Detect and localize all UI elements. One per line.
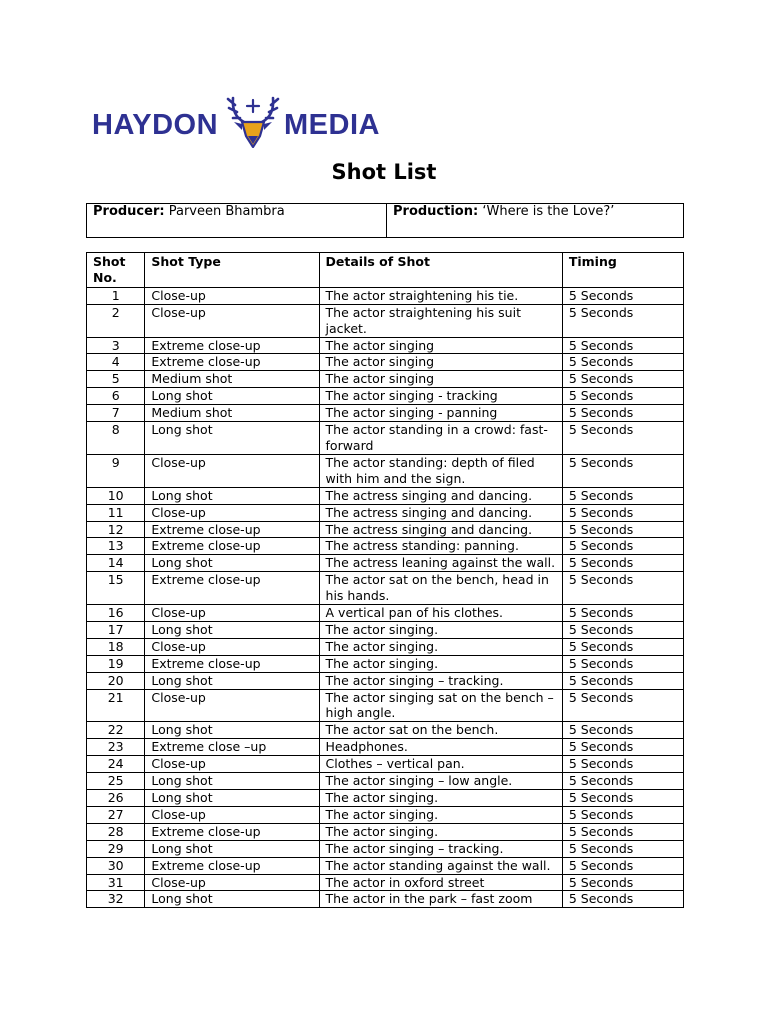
shot-details-cell: The actor singing. [319,806,562,823]
production-info-table [86,203,684,238]
shot-details-cell: The actor singing [319,354,562,371]
table-header-row [87,253,684,288]
shot-details-cell: The actor singing. [319,621,562,638]
shot-number-cell: 1 [87,287,145,304]
table-row [87,655,684,672]
shot-timing-cell: 5 Seconds [562,739,683,756]
shot-details-cell: Headphones. [319,739,562,756]
shot-number-cell: 31 [87,874,145,891]
shot-number-cell: 8 [87,422,145,455]
shot-details-cell: The actor singing. [319,790,562,807]
shot-timing-cell: 5 Seconds [562,371,683,388]
shot-type-cell: Extreme close-up [145,572,319,605]
shot-details-cell: The actor singing – tracking. [319,672,562,689]
table-row [87,405,684,422]
shot-number-cell: 24 [87,756,145,773]
shot-timing-cell: 5 Seconds [562,572,683,605]
shot-number-cell: 18 [87,638,145,655]
table-row [87,538,684,555]
page-title: Shot List [331,160,437,184]
table-row [87,504,684,521]
shot-number-cell: 32 [87,891,145,908]
shot-timing-cell: 5 Seconds [562,388,683,405]
shot-type-cell: Long shot [145,621,319,638]
shot-number-cell: 12 [87,521,145,538]
shot-timing-cell: 5 Seconds [562,874,683,891]
shot-number-cell: 29 [87,840,145,857]
shot-details-cell: The actor standing: depth of filed with him and the sign. [319,454,562,487]
shot-timing-cell: 5 Seconds [562,304,683,337]
shot-timing-cell: 5 Seconds [562,689,683,722]
shot-type-cell: Extreme close-up [145,337,319,354]
shot-timing-cell: 5 Seconds [562,773,683,790]
shot-timing-cell: 5 Seconds [562,521,683,538]
shot-number-cell: 19 [87,655,145,672]
shot-number-cell: 25 [87,773,145,790]
shot-number-cell: 27 [87,806,145,823]
shot-details-cell: The actress singing and dancing. [319,487,562,504]
shot-number-cell: 3 [87,337,145,354]
table-row [87,621,684,638]
shot-type-cell: Long shot [145,555,319,572]
table-row [87,840,684,857]
shot-type-cell: Close-up [145,689,319,722]
stag-head-icon [224,92,282,148]
shot-timing-cell: 5 Seconds [562,354,683,371]
table-row [87,739,684,756]
shot-type-cell: Long shot [145,388,319,405]
shot-type-cell: Long shot [145,672,319,689]
production-value: ‘Where is the Love?’ [482,204,615,219]
shot-type-cell: Close-up [145,874,319,891]
logo [92,92,380,148]
shot-details-cell: The actor standing against the wall. [319,857,562,874]
table-row [87,891,684,908]
shot-timing-cell: 5 Seconds [562,638,683,655]
production-cell [387,204,684,238]
shot-timing-cell: 5 Seconds [562,555,683,572]
shot-list-table [86,252,684,908]
shot-details-cell: The actor singing sat on the bench – high angle. [319,689,562,722]
shot-number-cell: 14 [87,555,145,572]
shot-details-cell: The actor singing – tracking. [319,840,562,857]
production-label: Production: [393,204,479,219]
shot-timing-cell: 5 Seconds [562,672,683,689]
shot-timing-cell: 5 Seconds [562,405,683,422]
shot-type-cell: Extreme close-up [145,823,319,840]
shot-details-cell: The actor singing [319,371,562,388]
shot-details-cell: The actress standing: panning. [319,538,562,555]
table-row [87,304,684,337]
shot-details-cell: The actor straightening his tie. [319,287,562,304]
shot-details-cell: The actor sat on the bench, head in his hands. [319,572,562,605]
table-row [87,521,684,538]
table-row [87,790,684,807]
shot-details-cell: The actor singing – low angle. [319,773,562,790]
shot-type-cell: Close-up [145,806,319,823]
table-row [87,555,684,572]
shot-details-cell: The actor singing. [319,823,562,840]
table-row [87,337,684,354]
shot-type-cell: Close-up [145,605,319,622]
logo-word-haydon: HAYDON [92,108,219,141]
shot-type-cell: Extreme close-up [145,655,319,672]
shot-type-cell: Close-up [145,287,319,304]
shot-type-cell: Close-up [145,756,319,773]
shot-number-cell: 28 [87,823,145,840]
shot-details-cell: The actress leaning against the wall. [319,555,562,572]
producer-value: Parveen Bhambra [168,204,285,219]
logo-word-media: MEDIA [284,108,380,141]
shot-number-cell: 7 [87,405,145,422]
shot-details-cell: The actor in oxford street [319,874,562,891]
shot-timing-cell: 5 Seconds [562,605,683,622]
header-details: Details of Shot [319,253,562,288]
table-row [87,287,684,304]
shot-details-cell: The actor singing. [319,655,562,672]
shot-type-cell: Extreme close-up [145,521,319,538]
shot-timing-cell: 5 Seconds [562,840,683,857]
table-row [87,422,684,455]
table-row [87,454,684,487]
shot-number-cell: 11 [87,504,145,521]
shot-timing-cell: 5 Seconds [562,790,683,807]
shot-details-cell: The actor sat on the bench. [319,722,562,739]
shot-type-cell: Long shot [145,487,319,504]
shot-timing-cell: 5 Seconds [562,287,683,304]
shot-number-cell: 30 [87,857,145,874]
header-shot-type: Shot Type [145,253,319,288]
shot-timing-cell: 5 Seconds [562,538,683,555]
shot-details-cell: Clothes – vertical pan. [319,756,562,773]
shot-list-body [87,253,684,908]
shot-type-cell: Extreme close-up [145,538,319,555]
shot-number-cell: 26 [87,790,145,807]
shot-type-cell: Close-up [145,504,319,521]
shot-number-cell: 22 [87,722,145,739]
table-row [87,689,684,722]
shot-details-cell: The actor singing [319,337,562,354]
shot-timing-cell: 5 Seconds [562,422,683,455]
shot-type-cell: Extreme close-up [145,354,319,371]
shot-type-cell: Medium shot [145,371,319,388]
shot-type-cell: Extreme close –up [145,739,319,756]
table-row [87,572,684,605]
table-row [87,806,684,823]
shot-type-cell: Long shot [145,790,319,807]
shot-timing-cell: 5 Seconds [562,487,683,504]
shot-type-cell: Extreme close-up [145,857,319,874]
shot-timing-cell: 5 Seconds [562,504,683,521]
shot-type-cell: Close-up [145,304,319,337]
shot-number-cell: 5 [87,371,145,388]
shot-number-cell: 2 [87,304,145,337]
producer-cell [87,204,387,238]
shot-number-cell: 21 [87,689,145,722]
table-row [87,857,684,874]
shot-timing-cell: 5 Seconds [562,891,683,908]
shot-timing-cell: 5 Seconds [562,454,683,487]
shot-number-cell: 6 [87,388,145,405]
header-timing: Timing [562,253,683,288]
table-row [87,773,684,790]
shot-timing-cell: 5 Seconds [562,806,683,823]
table-row [87,823,684,840]
shot-details-cell: The actress singing and dancing. [319,504,562,521]
shot-details-cell: The actor in the park – fast zoom [319,891,562,908]
producer-label: Producer: [93,204,165,219]
shot-type-cell: Medium shot [145,405,319,422]
shot-type-cell: Long shot [145,891,319,908]
shot-number-cell: 4 [87,354,145,371]
shot-number-cell: 16 [87,605,145,622]
shot-number-cell: 10 [87,487,145,504]
shot-timing-cell: 5 Seconds [562,823,683,840]
table-row [87,756,684,773]
shot-details-cell: The actress singing and dancing. [319,521,562,538]
table-row [87,722,684,739]
header-shot-no: Shot No. [87,253,145,288]
shot-timing-cell: 5 Seconds [562,621,683,638]
table-row [87,487,684,504]
shot-type-cell: Long shot [145,722,319,739]
shot-details-cell: A vertical pan of his clothes. [319,605,562,622]
shot-timing-cell: 5 Seconds [562,722,683,739]
shot-number-cell: 9 [87,454,145,487]
table-row [87,672,684,689]
shot-timing-cell: 5 Seconds [562,756,683,773]
shot-details-cell: The actor singing - tracking [319,388,562,405]
shot-details-cell: The actor singing - panning [319,405,562,422]
shot-number-cell: 13 [87,538,145,555]
shot-details-cell: The actor singing. [319,638,562,655]
shot-number-cell: 17 [87,621,145,638]
shot-type-cell: Long shot [145,773,319,790]
shot-timing-cell: 5 Seconds [562,337,683,354]
shot-type-cell: Close-up [145,638,319,655]
table-row [87,354,684,371]
shot-type-cell: Long shot [145,840,319,857]
shot-details-cell: The actor standing in a crowd: fast-forward [319,422,562,455]
table-row [87,371,684,388]
table-row [87,605,684,622]
shot-number-cell: 15 [87,572,145,605]
shot-timing-cell: 5 Seconds [562,655,683,672]
shot-timing-cell: 5 Seconds [562,857,683,874]
shot-type-cell: Long shot [145,422,319,455]
shot-type-cell: Close-up [145,454,319,487]
table-row [87,874,684,891]
shot-number-cell: 20 [87,672,145,689]
shot-number-cell: 23 [87,739,145,756]
shot-details-cell: The actor straightening his suit jacket. [319,304,562,337]
table-row [87,388,684,405]
table-row [87,638,684,655]
